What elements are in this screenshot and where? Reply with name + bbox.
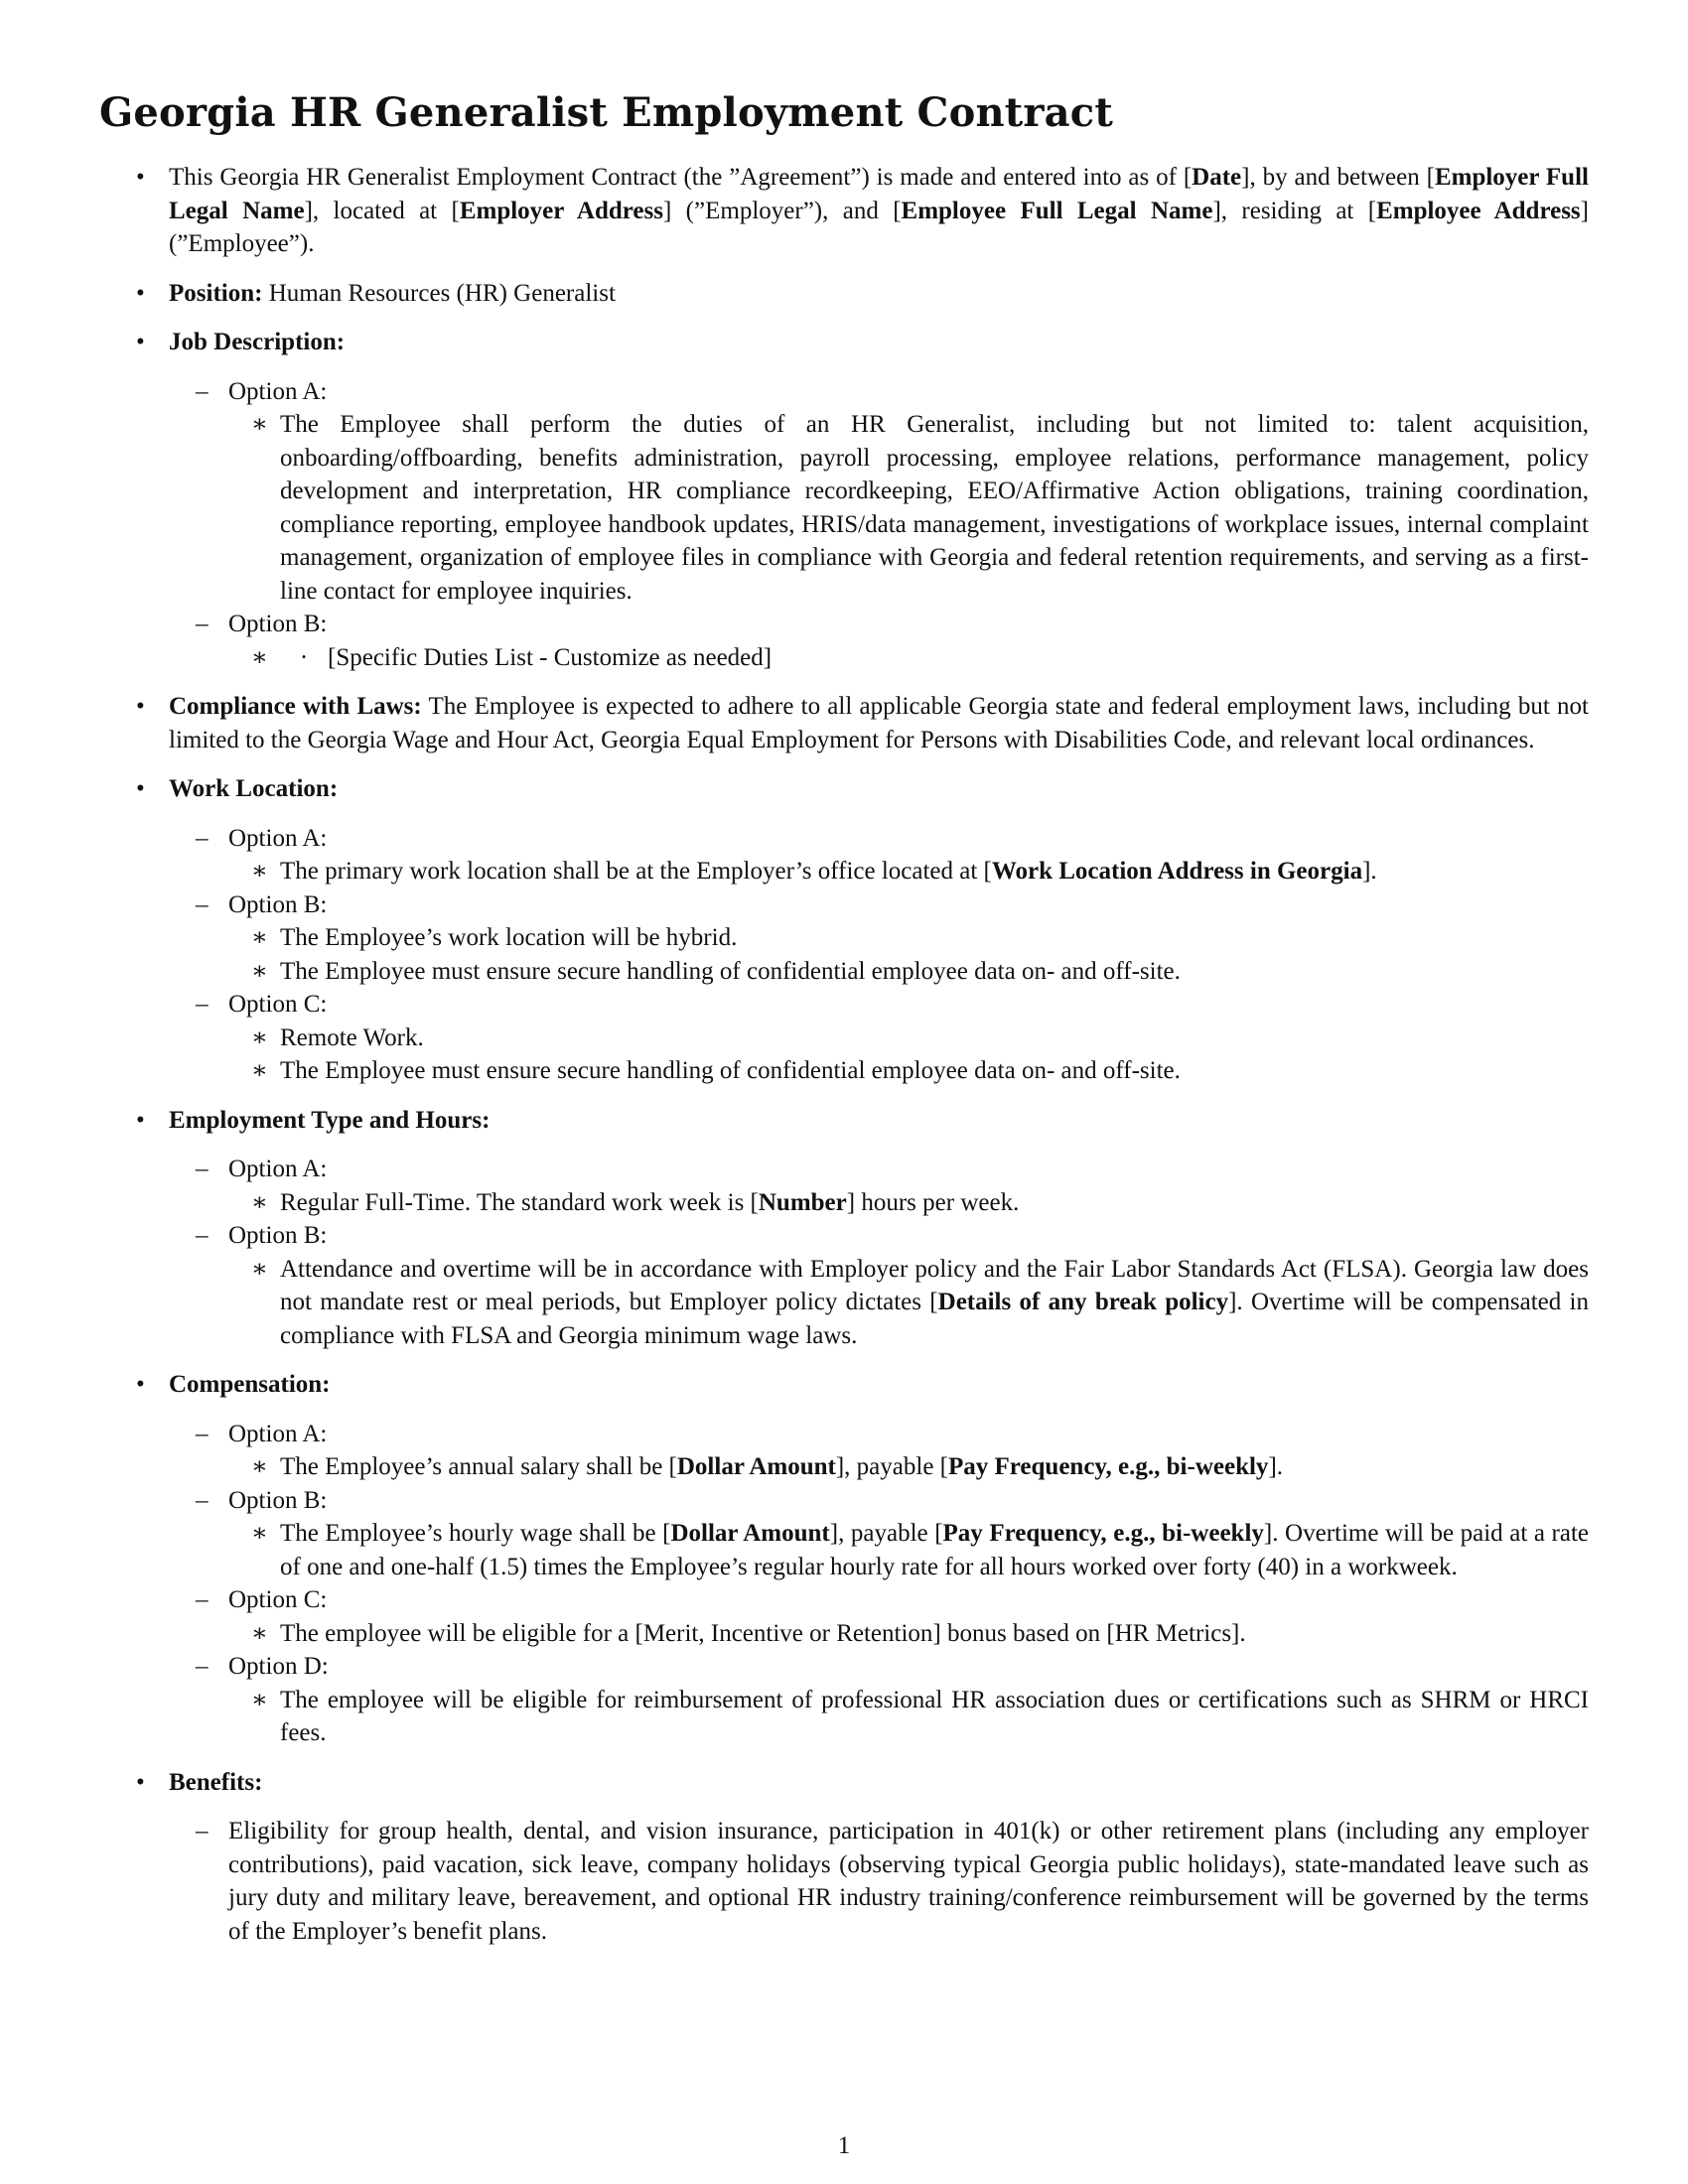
location-option-b — [99, 888, 1589, 989]
placeholder-work-address: Work Location Address in Georgia — [991, 858, 1363, 885]
hours-text: Regular Full-Time. The standard work week is [ — [280, 1188, 759, 1216]
dash-bullet: – — [196, 1586, 209, 1613]
option-label: Option A: — [228, 1420, 328, 1447]
job-option-b — [99, 608, 1589, 674]
intro-text: ], located at [ — [304, 197, 460, 224]
compliance-text: The Employee is expected to adhere to all applicable Georgia state and federal employment laws, including but not limited to the Georgia Wage and Hour Act, Georgia Equal Employment for Persons with Disabilities Code, and relevant local ordinances. — [169, 693, 1589, 753]
hours-option-a — [99, 1153, 1589, 1219]
asterisk-bullet: ∗ — [251, 957, 268, 985]
location-option-b-item — [99, 955, 1589, 989]
placeholder-pay-frequency: Pay Frequency, e.g., bi-weekly — [948, 1453, 1269, 1480]
dash-bullet: – — [196, 1653, 209, 1680]
comp-option-c — [99, 1583, 1589, 1650]
job-option-a-item — [99, 408, 1589, 608]
dash-bullet: – — [196, 1486, 209, 1514]
location-text: Remote Work. — [280, 1024, 424, 1051]
asterisk-bullet: ∗ — [251, 858, 268, 885]
work-location-label: Work Location: — [169, 775, 339, 802]
position-label: Position: — [169, 279, 263, 307]
placeholder-date: Date — [1192, 164, 1242, 191]
position-value: Human Resources (HR) Generalist — [268, 279, 616, 307]
document-body — [99, 87, 1589, 1964]
placeholder-break-policy: Details of any break policy — [937, 1289, 1229, 1315]
asterisk-bullet: ∗ — [251, 1188, 268, 1216]
option-label: Option B: — [228, 1222, 328, 1249]
hours-text: ] hours per week. — [846, 1188, 1020, 1216]
location-text: The Employee must ensure secure handling of confidential employee data on- and off-site. — [280, 957, 1181, 985]
intro-text: ], by and between [ — [1241, 164, 1435, 191]
bullet: • — [136, 693, 145, 720]
asterisk-bullet: ∗ — [251, 1453, 268, 1480]
job-description-label: Job Description: — [169, 329, 346, 355]
bullet: • — [136, 329, 145, 355]
option-label: Option A: — [228, 824, 328, 852]
placeholder-dollar-amount: Dollar Amount — [676, 1453, 836, 1480]
duties-placeholder: [Specific Duties List - Customize as needed] — [328, 643, 773, 671]
bullet: • — [136, 1106, 145, 1134]
dash-bullet: – — [196, 1222, 209, 1249]
comp-text: The Employee’s annual salary shall be [ — [280, 1453, 677, 1480]
benefits-item — [99, 1815, 1589, 1948]
option-label: Option B: — [228, 611, 328, 637]
hours-text: Attendance and overtime will be in accordance with Employer policy and the Fair Labor Standards Act (FLSA). Georgia law does not mandate rest or meal periods, but Employer policy dictates [ — [280, 1255, 1589, 1315]
comp-text: The Employee’s hourly wage shall be [ — [280, 1520, 671, 1547]
asterisk-bullet: ∗ — [251, 643, 268, 671]
dash-bullet: – — [196, 890, 209, 918]
comp-option-a — [99, 1418, 1589, 1484]
location-text: The Employee’s work location will be hybrid. — [280, 924, 738, 951]
dot-bullet: · — [299, 643, 309, 671]
intro-text: ] (”Employee”). — [169, 197, 1589, 257]
asterisk-bullet: ∗ — [251, 411, 268, 438]
benefits-section — [99, 1766, 1589, 1949]
dash-bullet: – — [196, 377, 209, 405]
hours-option-b — [99, 1219, 1589, 1352]
location-option-b-item — [99, 921, 1589, 955]
comp-text: ]. Overtime will be paid at a rate of one and one-half (1.5) times the Employee’s regular hourly rate for all hours worked over forty (40) in a workweek. — [280, 1520, 1589, 1580]
asterisk-bullet: ∗ — [251, 924, 268, 951]
position-section — [99, 277, 1589, 311]
page-number: 1 — [837, 2132, 851, 2159]
compliance-section — [99, 690, 1589, 756]
placeholder-employer-address: Employer Address — [459, 197, 663, 224]
employment-type-section — [99, 1104, 1589, 1353]
benefits-label: Benefits: — [169, 1768, 263, 1796]
bullet: • — [136, 1768, 145, 1796]
comp-option-d — [99, 1650, 1589, 1750]
option-label: Option B: — [228, 890, 328, 918]
location-option-c — [99, 988, 1589, 1088]
placeholder-employee-address: Employee Address — [1376, 197, 1581, 224]
dash-bullet: – — [196, 1420, 209, 1447]
option-label: Option B: — [228, 1486, 328, 1514]
intro-text: ], residing at [ — [1212, 197, 1377, 224]
job-description-section — [99, 326, 1589, 674]
bullet: • — [136, 164, 145, 191]
dash-bullet: – — [196, 611, 209, 637]
comp-option-b-item — [99, 1517, 1589, 1583]
comp-option-c-item — [99, 1617, 1589, 1651]
comp-text: ], payable [ — [829, 1520, 943, 1547]
intro-text: This Georgia HR Generalist Employment Contract (the ”Agreement”) is made and entered into as of [ — [169, 164, 1193, 191]
asterisk-bullet: ∗ — [251, 1686, 268, 1713]
intro-paragraph — [99, 161, 1589, 261]
location-text: ]. — [1362, 858, 1377, 885]
employment-type-label: Employment Type and Hours: — [169, 1106, 491, 1134]
comp-option-a-item — [99, 1450, 1589, 1484]
option-label: Option C: — [228, 991, 328, 1018]
job-option-b-item — [99, 641, 1589, 675]
location-option-a — [99, 822, 1589, 888]
hours-option-a-item — [99, 1186, 1589, 1220]
compensation-section — [99, 1368, 1589, 1750]
placeholder-number: Number — [758, 1188, 847, 1216]
option-label: Option A: — [228, 1156, 328, 1182]
location-option-a-item — [99, 855, 1589, 888]
bullet: • — [136, 1371, 145, 1398]
compensation-label: Compensation: — [169, 1371, 331, 1398]
comp-option-d-item — [99, 1684, 1589, 1750]
placeholder-employee-name: Employee Full Legal Name — [901, 197, 1213, 224]
document-title: Georgia HR Generalist Employment Contract — [99, 89, 1114, 136]
asterisk-bullet: ∗ — [251, 1520, 268, 1547]
bullet: • — [136, 775, 145, 802]
option-label: Option C: — [228, 1586, 328, 1613]
work-location-section — [99, 772, 1589, 1088]
intro-text: ] (”Employer”), and [ — [662, 197, 902, 224]
location-text: The primary work location shall be at the Employer’s office located at [ — [280, 858, 992, 885]
comp-text: The employee will be eligible for a [Merit, Incentive or Retention] bonus based on [HR Metrics]. — [280, 1619, 1246, 1647]
dash-bullet: – — [196, 1818, 209, 1844]
comp-text: ]. — [1268, 1453, 1284, 1480]
comp-text: ], payable [ — [835, 1453, 948, 1480]
option-label: Option A: — [228, 377, 328, 405]
comp-option-b — [99, 1484, 1589, 1584]
job-option-a — [99, 375, 1589, 609]
placeholder-dollar-amount: Dollar Amount — [670, 1520, 830, 1547]
dash-bullet: – — [196, 824, 209, 852]
bullet: • — [136, 279, 145, 307]
asterisk-bullet: ∗ — [251, 1024, 268, 1051]
asterisk-bullet: ∗ — [251, 1057, 268, 1084]
location-option-c-item — [99, 1022, 1589, 1055]
placeholder-employer-name: Employer Full Legal Name — [169, 164, 1589, 224]
hours-option-b-item — [99, 1253, 1589, 1353]
benefits-text: Eligibility for group health, dental, and vision insurance, participation in 401(k) or other retirement plans (including any employer contributions), paid vacation, sick leave, company holidays (observing typical Georgia public holidays), state-mandated leave such as jury duty and military leave, bereavement, and optional HR industry training/conference reimbursement will be governed by the terms of the Employer’s benefit plans. — [228, 1818, 1589, 1945]
dash-bullet: – — [196, 1156, 209, 1182]
placeholder-pay-frequency: Pay Frequency, e.g., bi-weekly — [942, 1520, 1264, 1547]
asterisk-bullet: ∗ — [251, 1619, 268, 1647]
location-option-c-item — [99, 1054, 1589, 1088]
dash-bullet: – — [196, 991, 209, 1018]
comp-text: The employee will be eligible for reimbursement of professional HR association dues or certifications such as SHRM or HRCI fees. — [280, 1686, 1589, 1746]
hours-text: ]. Overtime will be compensated in compliance with FLSA and Georgia minimum wage laws. — [280, 1289, 1589, 1349]
contract-sections — [99, 161, 1589, 1948]
option-label: Option D: — [228, 1653, 329, 1680]
asterisk-bullet: ∗ — [251, 1255, 268, 1283]
job-duties-text: The Employee shall perform the duties of an HR Generalist, including but not limited to: talent acquisition, onboarding/offboarding, benefits administration, payroll processing, employee relations, performance management, policy development and interpretation, HR compliance recordkeeping, EEO/Affirmative Action obligations, training coordination, compliance reporting, employee handbook updates, HRIS/data management, investigations of workplace issues, internal complaint management, organization of employee files in compliance with Georgia and federal retention requirements, and serving as a first-line contact for employee inquiries. — [280, 411, 1589, 605]
compliance-label: Compliance with Laws: — [169, 693, 422, 720]
location-text: The Employee must ensure secure handling of confidential employee data on- and off-site. — [280, 1057, 1181, 1084]
